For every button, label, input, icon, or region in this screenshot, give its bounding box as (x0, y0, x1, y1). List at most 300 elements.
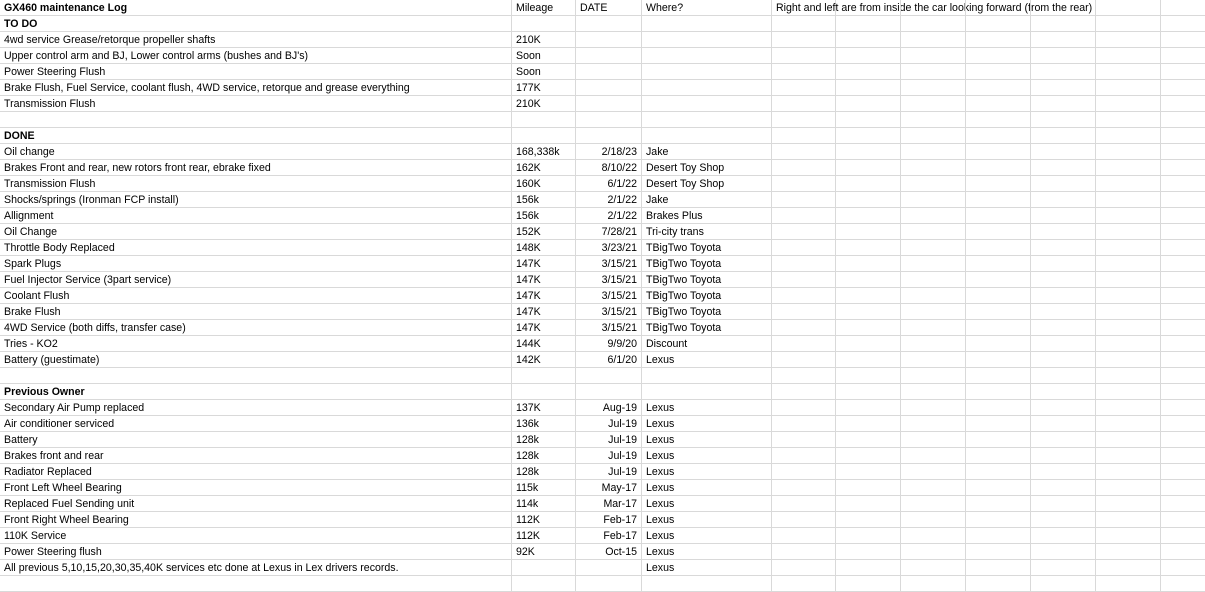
empty-cell[interactable] (966, 400, 1031, 416)
mileage-cell[interactable] (512, 16, 576, 32)
empty-cell[interactable] (1161, 368, 1205, 384)
empty-cell[interactable] (901, 304, 966, 320)
where-cell[interactable]: Lexus (642, 544, 772, 560)
empty-cell[interactable] (1096, 512, 1161, 528)
empty-cell[interactable] (1031, 448, 1096, 464)
date-cell[interactable]: Jul-19 (576, 416, 642, 432)
empty-cell[interactable] (966, 336, 1031, 352)
date-cell[interactable]: 2/18/23 (576, 144, 642, 160)
empty-cell[interactable] (966, 432, 1031, 448)
empty-cell[interactable] (1031, 176, 1096, 192)
empty-cell[interactable] (1031, 32, 1096, 48)
date-cell[interactable]: 2/1/22 (576, 192, 642, 208)
empty-cell[interactable] (966, 368, 1031, 384)
item-cell[interactable]: Spark Plugs (0, 256, 512, 272)
empty-cell[interactable] (836, 304, 901, 320)
empty-cell[interactable] (1161, 144, 1205, 160)
empty-cell[interactable] (1161, 400, 1205, 416)
empty-cell[interactable] (966, 224, 1031, 240)
empty-cell[interactable] (966, 288, 1031, 304)
item-cell[interactable] (0, 368, 512, 384)
where-cell[interactable]: Lexus (642, 400, 772, 416)
empty-cell[interactable] (966, 192, 1031, 208)
empty-cell[interactable] (901, 464, 966, 480)
empty-cell[interactable] (966, 0, 1031, 16)
date-cell[interactable]: Jul-19 (576, 432, 642, 448)
empty-cell[interactable] (772, 400, 836, 416)
empty-cell[interactable] (1161, 528, 1205, 544)
empty-cell[interactable] (1031, 16, 1096, 32)
where-cell[interactable] (642, 384, 772, 400)
date-cell[interactable]: Jul-19 (576, 448, 642, 464)
mileage-cell[interactable]: 114k (512, 496, 576, 512)
mileage-cell[interactable]: 136k (512, 416, 576, 432)
empty-cell[interactable] (901, 0, 966, 16)
empty-cell[interactable] (772, 336, 836, 352)
mileage-cell[interactable]: Soon (512, 48, 576, 64)
mileage-cell[interactable] (512, 128, 576, 144)
empty-cell[interactable] (772, 464, 836, 480)
empty-cell[interactable] (772, 256, 836, 272)
empty-cell[interactable] (1031, 560, 1096, 576)
empty-cell[interactable] (1096, 416, 1161, 432)
empty-cell[interactable] (772, 224, 836, 240)
item-cell[interactable]: Replaced Fuel Sending unit (0, 496, 512, 512)
mileage-cell[interactable]: 112K (512, 528, 576, 544)
empty-cell[interactable] (1031, 272, 1096, 288)
item-cell[interactable]: Power Steering flush (0, 544, 512, 560)
empty-cell[interactable] (1096, 144, 1161, 160)
mileage-cell[interactable]: 147K (512, 320, 576, 336)
empty-cell[interactable] (1096, 480, 1161, 496)
mileage-cell[interactable]: 148K (512, 240, 576, 256)
date-cell[interactable] (576, 64, 642, 80)
empty-cell[interactable] (1096, 288, 1161, 304)
empty-cell[interactable] (1031, 224, 1096, 240)
empty-cell[interactable] (1096, 240, 1161, 256)
empty-cell[interactable] (901, 256, 966, 272)
where-cell[interactable]: Lexus (642, 448, 772, 464)
empty-cell[interactable] (1031, 80, 1096, 96)
empty-cell[interactable] (901, 144, 966, 160)
empty-cell[interactable] (1096, 32, 1161, 48)
mileage-cell[interactable]: 162K (512, 160, 576, 176)
empty-cell[interactable] (1161, 352, 1205, 368)
item-cell[interactable]: 110K Service (0, 528, 512, 544)
item-cell[interactable]: Oil change (0, 144, 512, 160)
empty-cell[interactable] (836, 208, 901, 224)
empty-cell[interactable] (901, 432, 966, 448)
empty-cell[interactable] (901, 64, 966, 80)
empty-cell[interactable] (836, 176, 901, 192)
empty-cell[interactable] (1161, 320, 1205, 336)
empty-cell[interactable] (836, 96, 901, 112)
where-cell[interactable]: Lexus (642, 496, 772, 512)
where-cell[interactable]: Jake (642, 144, 772, 160)
date-cell[interactable] (576, 384, 642, 400)
empty-cell[interactable] (901, 368, 966, 384)
item-cell[interactable]: 4wd service Grease/retorque propeller shafts (0, 32, 512, 48)
empty-cell[interactable] (1161, 336, 1205, 352)
empty-cell[interactable] (901, 192, 966, 208)
empty-cell[interactable] (901, 320, 966, 336)
empty-cell[interactable] (772, 64, 836, 80)
empty-cell[interactable] (1161, 80, 1205, 96)
empty-cell[interactable] (966, 416, 1031, 432)
where-cell[interactable] (642, 128, 772, 144)
empty-cell[interactable] (1096, 560, 1161, 576)
empty-cell[interactable] (836, 256, 901, 272)
empty-cell[interactable] (1096, 320, 1161, 336)
mileage-cell[interactable] (512, 560, 576, 576)
where-cell[interactable]: Lexus (642, 464, 772, 480)
empty-cell[interactable] (1031, 160, 1096, 176)
where-cell[interactable]: Jake (642, 192, 772, 208)
empty-cell[interactable] (1161, 48, 1205, 64)
empty-cell[interactable] (901, 512, 966, 528)
empty-cell[interactable] (836, 560, 901, 576)
empty-cell[interactable] (1161, 432, 1205, 448)
empty-cell[interactable] (772, 240, 836, 256)
empty-cell[interactable] (1161, 192, 1205, 208)
empty-cell[interactable] (836, 144, 901, 160)
empty-cell[interactable] (1031, 416, 1096, 432)
empty-cell[interactable] (901, 272, 966, 288)
empty-cell[interactable] (772, 352, 836, 368)
empty-cell[interactable] (836, 192, 901, 208)
empty-cell[interactable] (1161, 272, 1205, 288)
date-cell[interactable]: Oct-15 (576, 544, 642, 560)
empty-cell[interactable] (772, 144, 836, 160)
empty-cell[interactable] (966, 576, 1031, 592)
empty-cell[interactable] (1031, 48, 1096, 64)
empty-cell[interactable] (1161, 384, 1205, 400)
where-cell[interactable]: Discount (642, 336, 772, 352)
mileage-cell[interactable]: 147K (512, 304, 576, 320)
empty-cell[interactable] (772, 432, 836, 448)
empty-cell[interactable] (901, 288, 966, 304)
empty-cell[interactable] (966, 16, 1031, 32)
item-cell[interactable]: Allignment (0, 208, 512, 224)
empty-cell[interactable] (966, 560, 1031, 576)
mileage-cell[interactable] (512, 576, 576, 592)
empty-cell[interactable] (901, 96, 966, 112)
empty-cell[interactable] (1096, 432, 1161, 448)
empty-cell[interactable] (772, 208, 836, 224)
empty-cell[interactable] (836, 496, 901, 512)
empty-cell[interactable] (966, 352, 1031, 368)
empty-cell[interactable] (1031, 576, 1096, 592)
empty-cell[interactable] (901, 32, 966, 48)
empty-cell[interactable] (1161, 208, 1205, 224)
empty-cell[interactable] (1096, 272, 1161, 288)
empty-cell[interactable] (836, 416, 901, 432)
empty-cell[interactable] (1031, 512, 1096, 528)
empty-cell[interactable] (1031, 352, 1096, 368)
where-cell[interactable] (642, 48, 772, 64)
date-cell[interactable]: 9/9/20 (576, 336, 642, 352)
empty-cell[interactable] (772, 512, 836, 528)
date-cell[interactable]: Mar-17 (576, 496, 642, 512)
empty-cell[interactable] (1031, 144, 1096, 160)
empty-cell[interactable] (966, 96, 1031, 112)
empty-cell[interactable] (901, 480, 966, 496)
empty-cell[interactable] (901, 560, 966, 576)
item-cell[interactable]: All previous 5,10,15,20,30,35,40K services etc done at Lexus in Lex drivers records. (0, 560, 512, 576)
item-cell[interactable]: Upper control arm and BJ, Lower control arms (bushes and BJ's) (0, 48, 512, 64)
empty-cell[interactable] (901, 336, 966, 352)
mileage-cell[interactable]: 128k (512, 448, 576, 464)
date-cell[interactable] (576, 32, 642, 48)
empty-cell[interactable] (1161, 176, 1205, 192)
mileage-header-cell[interactable]: Mileage (512, 0, 576, 16)
empty-cell[interactable] (966, 144, 1031, 160)
where-cell[interactable] (642, 112, 772, 128)
empty-cell[interactable] (772, 304, 836, 320)
empty-cell[interactable] (1031, 128, 1096, 144)
empty-cell[interactable] (1031, 192, 1096, 208)
empty-cell[interactable] (1096, 128, 1161, 144)
empty-cell[interactable] (966, 208, 1031, 224)
mileage-cell[interactable]: 128k (512, 464, 576, 480)
item-cell[interactable]: Front Right Wheel Bearing (0, 512, 512, 528)
date-cell[interactable] (576, 112, 642, 128)
empty-cell[interactable] (772, 16, 836, 32)
empty-cell[interactable] (901, 176, 966, 192)
where-cell[interactable]: Lexus (642, 560, 772, 576)
where-cell[interactable] (642, 64, 772, 80)
mileage-cell[interactable]: 115k (512, 480, 576, 496)
item-cell[interactable] (0, 576, 512, 592)
item-cell[interactable]: Battery (0, 432, 512, 448)
empty-cell[interactable] (901, 544, 966, 560)
empty-cell[interactable] (966, 448, 1031, 464)
where-cell[interactable]: TBigTwo Toyota (642, 288, 772, 304)
empty-cell[interactable] (1161, 464, 1205, 480)
empty-cell[interactable] (1161, 16, 1205, 32)
empty-cell[interactable] (1096, 576, 1161, 592)
empty-cell[interactable] (1031, 432, 1096, 448)
date-cell[interactable]: 8/10/22 (576, 160, 642, 176)
empty-cell[interactable] (1096, 192, 1161, 208)
empty-cell[interactable] (1031, 368, 1096, 384)
empty-cell[interactable] (1096, 0, 1161, 16)
empty-cell[interactable] (901, 400, 966, 416)
item-cell[interactable]: Brakes Front and rear, new rotors front rear, ebrake fixed (0, 160, 512, 176)
date-cell[interactable]: Feb-17 (576, 528, 642, 544)
empty-cell[interactable] (901, 352, 966, 368)
sheet-title-cell[interactable]: GX460 maintenance Log (0, 0, 512, 16)
where-cell[interactable] (642, 32, 772, 48)
mileage-cell[interactable] (512, 384, 576, 400)
date-cell[interactable] (576, 128, 642, 144)
note-cell[interactable]: Right and left are from inside the car looking forward (from the rear) (772, 0, 836, 16)
empty-cell[interactable] (901, 576, 966, 592)
empty-cell[interactable] (1161, 512, 1205, 528)
date-cell[interactable]: 6/1/20 (576, 352, 642, 368)
empty-cell[interactable] (966, 128, 1031, 144)
empty-cell[interactable] (1031, 496, 1096, 512)
item-cell[interactable]: Throttle Body Replaced (0, 240, 512, 256)
empty-cell[interactable] (836, 512, 901, 528)
empty-cell[interactable] (966, 496, 1031, 512)
mileage-cell[interactable]: 152K (512, 224, 576, 240)
empty-cell[interactable] (836, 16, 901, 32)
empty-cell[interactable] (901, 208, 966, 224)
empty-cell[interactable] (901, 240, 966, 256)
item-cell[interactable]: DONE (0, 128, 512, 144)
empty-cell[interactable] (772, 288, 836, 304)
empty-cell[interactable] (1096, 400, 1161, 416)
item-cell[interactable]: Front Left Wheel Bearing (0, 480, 512, 496)
empty-cell[interactable] (836, 64, 901, 80)
where-cell[interactable]: Brakes Plus (642, 208, 772, 224)
empty-cell[interactable] (772, 480, 836, 496)
date-cell[interactable] (576, 576, 642, 592)
date-cell[interactable] (576, 368, 642, 384)
empty-cell[interactable] (836, 32, 901, 48)
empty-cell[interactable] (901, 48, 966, 64)
empty-cell[interactable] (1096, 304, 1161, 320)
empty-cell[interactable] (1161, 96, 1205, 112)
empty-cell[interactable] (1031, 96, 1096, 112)
empty-cell[interactable] (901, 384, 966, 400)
empty-cell[interactable] (1096, 208, 1161, 224)
date-cell[interactable]: Aug-19 (576, 400, 642, 416)
empty-cell[interactable] (836, 240, 901, 256)
empty-cell[interactable] (836, 544, 901, 560)
item-cell[interactable]: TO DO (0, 16, 512, 32)
mileage-cell[interactable]: 112K (512, 512, 576, 528)
item-cell[interactable]: Transmission Flush (0, 176, 512, 192)
empty-cell[interactable] (772, 112, 836, 128)
empty-cell[interactable] (836, 384, 901, 400)
empty-cell[interactable] (1031, 112, 1096, 128)
empty-cell[interactable] (836, 48, 901, 64)
empty-cell[interactable] (836, 464, 901, 480)
where-header-cell[interactable]: Where? (642, 0, 772, 16)
empty-cell[interactable] (836, 576, 901, 592)
mileage-cell[interactable]: 210K (512, 32, 576, 48)
date-cell[interactable]: 3/15/21 (576, 304, 642, 320)
empty-cell[interactable] (1161, 160, 1205, 176)
empty-cell[interactable] (901, 128, 966, 144)
empty-cell[interactable] (772, 496, 836, 512)
mileage-cell[interactable]: 92K (512, 544, 576, 560)
empty-cell[interactable] (901, 496, 966, 512)
empty-cell[interactable] (966, 304, 1031, 320)
empty-cell[interactable] (1161, 224, 1205, 240)
where-cell[interactable]: TBigTwo Toyota (642, 256, 772, 272)
where-cell[interactable] (642, 80, 772, 96)
empty-cell[interactable] (1161, 288, 1205, 304)
mileage-cell[interactable]: 177K (512, 80, 576, 96)
empty-cell[interactable] (772, 160, 836, 176)
date-header-cell[interactable]: DATE (576, 0, 642, 16)
where-cell[interactable] (642, 368, 772, 384)
where-cell[interactable]: TBigTwo Toyota (642, 272, 772, 288)
empty-cell[interactable] (836, 528, 901, 544)
empty-cell[interactable] (1096, 96, 1161, 112)
empty-cell[interactable] (1096, 336, 1161, 352)
mileage-cell[interactable]: 142K (512, 352, 576, 368)
empty-cell[interactable] (966, 256, 1031, 272)
empty-cell[interactable] (1161, 112, 1205, 128)
mileage-cell[interactable]: 147K (512, 256, 576, 272)
empty-cell[interactable] (966, 480, 1031, 496)
empty-cell[interactable] (966, 528, 1031, 544)
empty-cell[interactable] (1031, 288, 1096, 304)
empty-cell[interactable] (836, 80, 901, 96)
where-cell[interactable]: TBigTwo Toyota (642, 320, 772, 336)
empty-cell[interactable] (901, 80, 966, 96)
empty-cell[interactable] (1031, 464, 1096, 480)
empty-cell[interactable] (966, 544, 1031, 560)
empty-cell[interactable] (1161, 480, 1205, 496)
item-cell[interactable]: Air conditioner serviced (0, 416, 512, 432)
empty-cell[interactable] (1031, 384, 1096, 400)
item-cell[interactable]: Brake Flush, Fuel Service, coolant flush, 4WD service, retorque and grease everything (0, 80, 512, 96)
empty-cell[interactable] (836, 272, 901, 288)
empty-cell[interactable] (966, 464, 1031, 480)
empty-cell[interactable] (772, 48, 836, 64)
date-cell[interactable]: 2/1/22 (576, 208, 642, 224)
where-cell[interactable]: TBigTwo Toyota (642, 304, 772, 320)
item-cell[interactable]: Transmission Flush (0, 96, 512, 112)
empty-cell[interactable] (901, 16, 966, 32)
item-cell[interactable]: Brake Flush (0, 304, 512, 320)
item-cell[interactable]: Tries - KO2 (0, 336, 512, 352)
empty-cell[interactable] (772, 80, 836, 96)
empty-cell[interactable] (1031, 528, 1096, 544)
empty-cell[interactable] (1096, 112, 1161, 128)
where-cell[interactable]: Lexus (642, 416, 772, 432)
date-cell[interactable]: 3/15/21 (576, 272, 642, 288)
empty-cell[interactable] (901, 528, 966, 544)
empty-cell[interactable] (836, 128, 901, 144)
empty-cell[interactable] (1161, 240, 1205, 256)
date-cell[interactable]: May-17 (576, 480, 642, 496)
empty-cell[interactable] (772, 96, 836, 112)
empty-cell[interactable] (836, 288, 901, 304)
empty-cell[interactable] (772, 32, 836, 48)
empty-cell[interactable] (836, 224, 901, 240)
empty-cell[interactable] (1161, 0, 1205, 16)
empty-cell[interactable] (1031, 208, 1096, 224)
empty-cell[interactable] (966, 64, 1031, 80)
empty-cell[interactable] (1096, 224, 1161, 240)
where-cell[interactable]: Desert Toy Shop (642, 160, 772, 176)
empty-cell[interactable] (966, 272, 1031, 288)
mileage-cell[interactable] (512, 368, 576, 384)
mileage-cell[interactable]: 156k (512, 192, 576, 208)
empty-cell[interactable] (1096, 528, 1161, 544)
empty-cell[interactable] (901, 224, 966, 240)
empty-cell[interactable] (772, 416, 836, 432)
mileage-cell[interactable]: Soon (512, 64, 576, 80)
where-cell[interactable]: TBigTwo Toyota (642, 240, 772, 256)
date-cell[interactable]: 3/15/21 (576, 256, 642, 272)
empty-cell[interactable] (966, 512, 1031, 528)
item-cell[interactable]: Oil Change (0, 224, 512, 240)
empty-cell[interactable] (901, 416, 966, 432)
empty-cell[interactable] (1096, 448, 1161, 464)
item-cell[interactable]: Previous Owner (0, 384, 512, 400)
empty-cell[interactable] (1161, 448, 1205, 464)
where-cell[interactable] (642, 576, 772, 592)
empty-cell[interactable] (1096, 368, 1161, 384)
date-cell[interactable]: Feb-17 (576, 512, 642, 528)
